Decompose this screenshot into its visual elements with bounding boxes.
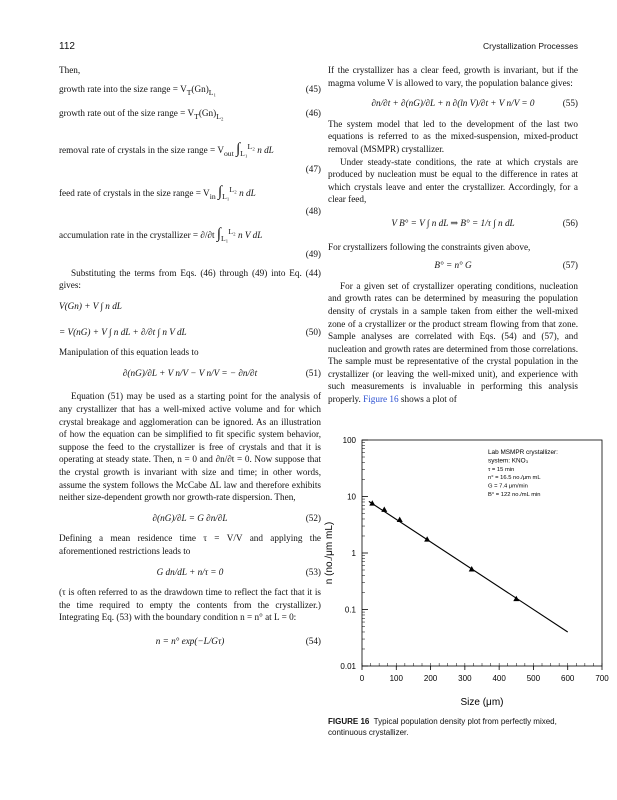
x-tick-label: 700 — [595, 674, 609, 683]
eq52-number: (52) — [305, 512, 321, 523]
equation-47: removal rate of crystals in the size range = $V_{out}$ $\int_{L_1}^{L_2}$ n dL — [59, 141, 274, 159]
y-tick-label: 1 — [351, 549, 356, 558]
eq45-tail: (Gn) — [191, 83, 209, 94]
equation-45: growth rate into the size range = $V_T(Gn)_{L_1}$ (45) — [59, 83, 321, 97]
eq49-tail: n V dL — [238, 230, 263, 241]
para5-text: For a given set of crystallizer operating conditions, nucleation and growth rates can be determined by measuring the population density of crystals in a sample taken from either the well-mixed zone of a crystallizer or the product stream flowing from that zone. Sample analyses are correlated with Eqs. (54) and (57), and nucleation and growth rates are determined from those correlations. The sample must be representative of the crystal population in the crystallizer (or leaving the well-mixed unit), and experience with such measurements is invaluable in performing this analysis properly. — [328, 280, 578, 405]
legend-line: system: KNO₃ — [488, 457, 529, 465]
eq48-label: feed rate of crystals in the size range = V — [59, 187, 210, 198]
equation-54 — [59, 635, 321, 648]
y-tick-label: 100 — [342, 436, 356, 445]
legend-line: B° = 122 no./mL min — [488, 492, 541, 498]
plot-frame — [362, 440, 602, 666]
legend-line: τ = 15 min — [488, 466, 515, 473]
legend-line: n° = 16.5 no./μm mL — [488, 475, 541, 482]
x-axis-label: Size (μm) — [460, 697, 504, 708]
data-point — [469, 566, 475, 571]
text-then: Then, — [59, 65, 81, 75]
eq55-body: ∂n/∂t + ∂(nG)/∂L + n ∂(ln V)/∂t + V n/V = 0 — [371, 98, 535, 109]
equation-55 — [328, 97, 578, 110]
x-tick-label: 200 — [423, 674, 438, 683]
y-axis-label: n (no./μm mL) — [324, 521, 335, 585]
paragraph-residence-time: Defining a mean residence time τ = V/V and applying the aforementioned restrictions leads to — [59, 533, 321, 556]
eq47-tail: n dL — [257, 145, 274, 156]
equation-49: accumulation rate in the crystallizer = ∂/∂t $\int_{L_1}^{L_2}$ n V dL — [59, 226, 263, 244]
eq45-label: growth rate into the size range = V — [59, 83, 187, 94]
equation-50-line2 — [59, 326, 321, 339]
eq50-line1: V(Gn) + V ∫ n dL — [59, 301, 122, 312]
equation-46: growth rate out of the size range = $V_T(Gn)_{L_2}$ (46) — [59, 108, 321, 121]
eq51-number: (51) — [305, 367, 321, 378]
legend-line: Lab MSMPR crystallizer: — [488, 449, 558, 456]
eq47-number: (47) — [305, 163, 321, 174]
population-density-plot — [318, 432, 613, 710]
equation-57 — [328, 259, 578, 272]
eq54-body: n = n° exp(−L/Gτ) — [155, 635, 225, 646]
caption-label: FIGURE 16 — [328, 717, 370, 726]
eq47-label: removal rate of crystals in the size range = V — [59, 145, 224, 156]
right-column — [328, 64, 578, 406]
caption-text: Typical population density plot from perfectly mixed, continuous crystallizer. — [328, 717, 557, 737]
eq53-number: (53) — [305, 566, 321, 577]
text-substituting: Substituting the terms from Eqs. (46) through (49) into Eq. (44) gives: — [59, 267, 321, 291]
data-point — [397, 517, 403, 522]
paragraph-equation-51: Equation (51) may be used as a starting point for the analysis of any crystallizer that has a well-mixed active volume and for which crystal breakage and agglomeration can be ignored. As an illustration of how the equation can be simplified to fit specific system behavior, suppose the feed to the crystallizer is free of crystals and that it is operating at steady state. Then, n = 0 and ∂n/∂t = 0. Now suppose that the crystal growth is invariant with size and time; in other words, assume the system follows the McCabe ΔL law and therefore exhibits neither size-dependent growth nor growth-rate dispersion. Then, — [59, 391, 321, 503]
x-tick-label: 300 — [458, 674, 472, 683]
figure-caption — [328, 717, 588, 738]
equation-48: feed rate of crystals in the size range = $V_{in}$ $\int_{L_1}^{L_2}$ n dL — [59, 183, 256, 201]
figure-16-link[interactable]: Figure 16 — [363, 394, 399, 405]
eq51-body: ∂(nG)/∂L + V n/V − V n/V = − ∂n/∂t — [122, 367, 258, 378]
y-tick-label: 0.1 — [344, 605, 356, 615]
eq46-label: growth rate out of the size range = V — [59, 108, 195, 119]
eq46-tail: (Gn) — [198, 108, 217, 119]
eq52-body: ∂(nG)/∂L = G ∂n/∂L — [152, 512, 228, 523]
text-manipulation: Manipulation of this equation leads to — [59, 347, 199, 358]
para5-tail: shows a plot of — [400, 394, 457, 405]
running-title: Crystallization Processes — [483, 41, 578, 51]
x-tick-label: 100 — [389, 674, 403, 683]
eq45-number: (45) — [305, 83, 321, 94]
left-column — [59, 64, 321, 650]
paragraph-steady-state: Under steady-state conditions, the rate at which crystals are produced by nucleation must be equal to the difference in rates at which crystals leave and enter the crystallizer. Accordingly, for a clear feed, — [328, 156, 578, 205]
eq49-number: (49) — [305, 248, 321, 259]
legend-line: G = 7.4 μm/min — [488, 483, 528, 490]
paragraph-drawdown-time: (τ is often referred to as the drawdown time to reflect the fact that it is the time required to empty the contents from the crystallizer.) Integrating Eq. (53) with the boundary condition n = n° at L = 0: — [59, 587, 321, 623]
equation-50-line1 — [59, 300, 321, 313]
text-constraints: For crystallizers following the constraints given above, — [328, 241, 531, 252]
eq54-number: (54) — [305, 635, 321, 646]
data-point — [424, 536, 430, 541]
eq56-body: V B° = V ∫ n dL ⇒ B° = 1/τ ∫ n dL — [391, 217, 515, 228]
eq56-number: (56) — [562, 217, 578, 228]
eq48-number: (48) — [305, 206, 321, 217]
y-tick-label: 0.01 — [340, 662, 356, 671]
eq57-body: B° = n° G — [434, 260, 472, 271]
y-tick-label: 10 — [347, 492, 356, 502]
paragraph-clear-feed: If the crystallizer has a clear feed, growth is invariant, but if the magma volume V is allowed to vary, the population balance gives: — [328, 65, 578, 88]
eq50-line2: = V(nG) + V ∫ n dL + ∂/∂t ∫ n V dL — [59, 326, 187, 337]
eq48-tail: n dL — [239, 187, 256, 198]
x-tick-label: 400 — [492, 674, 506, 683]
page-number: 112 — [59, 41, 75, 52]
x-tick-label: 500 — [526, 674, 541, 683]
x-tick-label: 600 — [561, 674, 575, 683]
equation-52 — [59, 512, 321, 525]
equation-51 — [59, 367, 321, 380]
x-tick-label: 0 — [359, 674, 365, 683]
equation-53 — [59, 566, 321, 579]
data-point — [381, 506, 387, 511]
data-point — [369, 500, 375, 505]
eq49-label: accumulation rate in the crystallizer = ∂/∂t — [59, 230, 215, 241]
paragraph-operating-conditions — [328, 280, 578, 406]
equation-56 — [328, 217, 578, 230]
eq55-number: (55) — [562, 98, 578, 109]
eq57-number: (57) — [562, 260, 578, 271]
eq46-number: (46) — [305, 108, 321, 119]
eq53-body: G dn/dL + n/τ = 0 — [156, 566, 224, 577]
eq50-number: (50) — [305, 326, 321, 337]
paragraph-msmpr: The system model that led to the development of the last two equations is referred to as the mixed-suspension, mixed-product removal (MSMPR) crystallizer. — [328, 118, 578, 154]
